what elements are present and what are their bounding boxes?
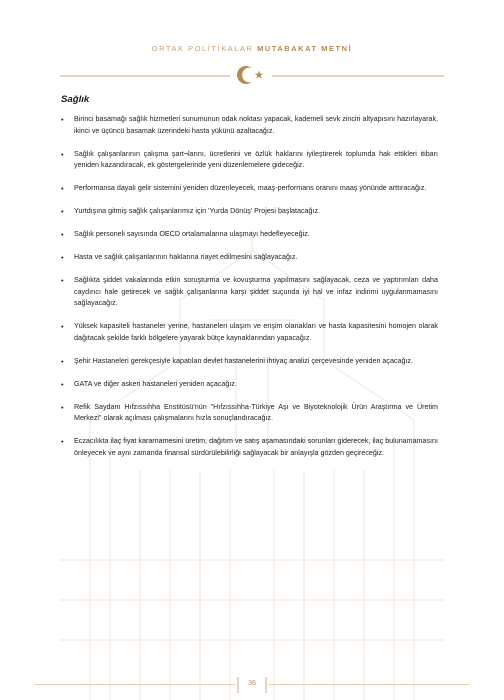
list-item-text: Sağlık çalışanlarının çalışma şart¬larını, ücretlerini ve özlük haklarını iyileştirerek toplumda hak ettikleri itibarı yeniden kazandıracak, ek göstergelerinde yeni düzenlemelere gideceğiz. — [74, 149, 438, 170]
section-title: Sağlık — [61, 94, 90, 105]
list-item — [60, 206, 438, 218]
running-header — [0, 44, 504, 53]
list-item — [60, 183, 438, 195]
list-item-text: Şehir Hastaneleri gerekçesiyle kapatılan devlet hastanelerini ihtiyaç analizi çerçevesinde yeniden açacağız. — [74, 356, 413, 365]
bullet-dot-icon: • — [61, 115, 64, 124]
bullet-dot-icon: • — [61, 379, 64, 389]
header-prefix: ORTAK POLİTİKALAR — [151, 44, 254, 53]
bullet-dot-icon: • — [61, 437, 64, 447]
list-item — [60, 402, 438, 425]
bullet-dot-icon: • — [61, 184, 64, 194]
list-item — [60, 275, 438, 310]
bullet-dot-icon: • — [61, 402, 64, 412]
list-item-text: Sağlıkta şiddet vakalarında etkin soruşturma ve kovuşturma yapılmasını sağlayacak, ceza ve yaptırımları daha caydırıcı hale getirecek ve sağlık çalışanlarına karşı şiddet suçunda iyi hal ve infaz indirimi uygulanmamasını sağlayacağız. — [74, 276, 438, 308]
bullet-dot-icon: • — [61, 276, 64, 286]
bullet-dot-icon: • — [61, 230, 64, 240]
bullet-dot-icon: • — [61, 356, 64, 366]
list-item-text: Sağlık personeli sayısında OECD ortalamalarına ulaşmayı hedefleyeceğiz. — [74, 230, 310, 239]
page-number: 36 — [248, 680, 256, 687]
list-item — [60, 321, 438, 344]
list-item-text: Eczacılıkta ilaç fiyat kararnamesini üretim, dağıtım ve satış aşamasındaki sorunları giderecek, ilaç bulunamamasını önleyecek ve aynı zamanda finansal sürdürülebilirliği sağlayacak bir anlayışla gözden geçireceğiz. — [74, 437, 438, 457]
list-item — [60, 252, 438, 264]
list-item-text: GATA ve diğer askeri hastaneleri yeniden açacağız. — [74, 379, 237, 388]
list-item — [60, 229, 438, 241]
crescent-icon — [237, 66, 257, 84]
list-item-text: Yurtdışına gitmiş sağlık çalışanlarımız için 'Yurda Dönüş' Projesi başlatacağız. — [74, 207, 321, 216]
bullet-dot-icon: • — [61, 253, 64, 263]
bullet-dot-icon: • — [61, 207, 64, 217]
list-item — [60, 114, 438, 137]
bullet-list — [60, 114, 438, 471]
list-item-text: Refik Saydam Hıfzıssıhha Enstitüsü'nün "Hıfzıssıhha-Türkiye Aşı ve Biyoteknolojik Ürün Araştırma ve Üretim Merkezi" olarak açılması çalışmalarını hızla sonuçlandıracağız. — [74, 402, 438, 423]
list-item — [60, 149, 438, 172]
list-item-text: Hasta ve sağlık çalışanlarının haklarına riayet edilmesini sağlayacağız. — [74, 253, 298, 262]
bullet-dot-icon: • — [61, 149, 64, 159]
list-item — [60, 356, 438, 368]
header-emphasis: MUTABAKAT METNİ — [257, 44, 353, 53]
bullet-dot-icon: • — [61, 322, 64, 332]
list-item-text: Yüksek kapasiteli hastaneler yerine, hastaneleri ulaşım ve erişim olanakları ve hasta kapasitesini homojen olarak dağıtacak şekilde farklı bölgelere yayarak bütçe kaynaklarından yapacağız. — [74, 322, 438, 342]
crescent-star-divider — [60, 60, 444, 90]
list-item-text: Performansa dayalı gelir sistemini yeniden düzenleyecek, maaş-performans oranını maaş yönünde arttıracağız. — [74, 184, 427, 193]
list-item-text: Birinci basamağı sağlık hizmetleri sunumunun odak noktası yapacak, kademeli sevk zinciri altyapısını hazırlayarak, ikinci ve üçüncü basamak üzerindeki hasta yükünü azaltacağız. — [74, 115, 438, 135]
list-item — [60, 379, 438, 391]
list-item — [60, 436, 438, 459]
